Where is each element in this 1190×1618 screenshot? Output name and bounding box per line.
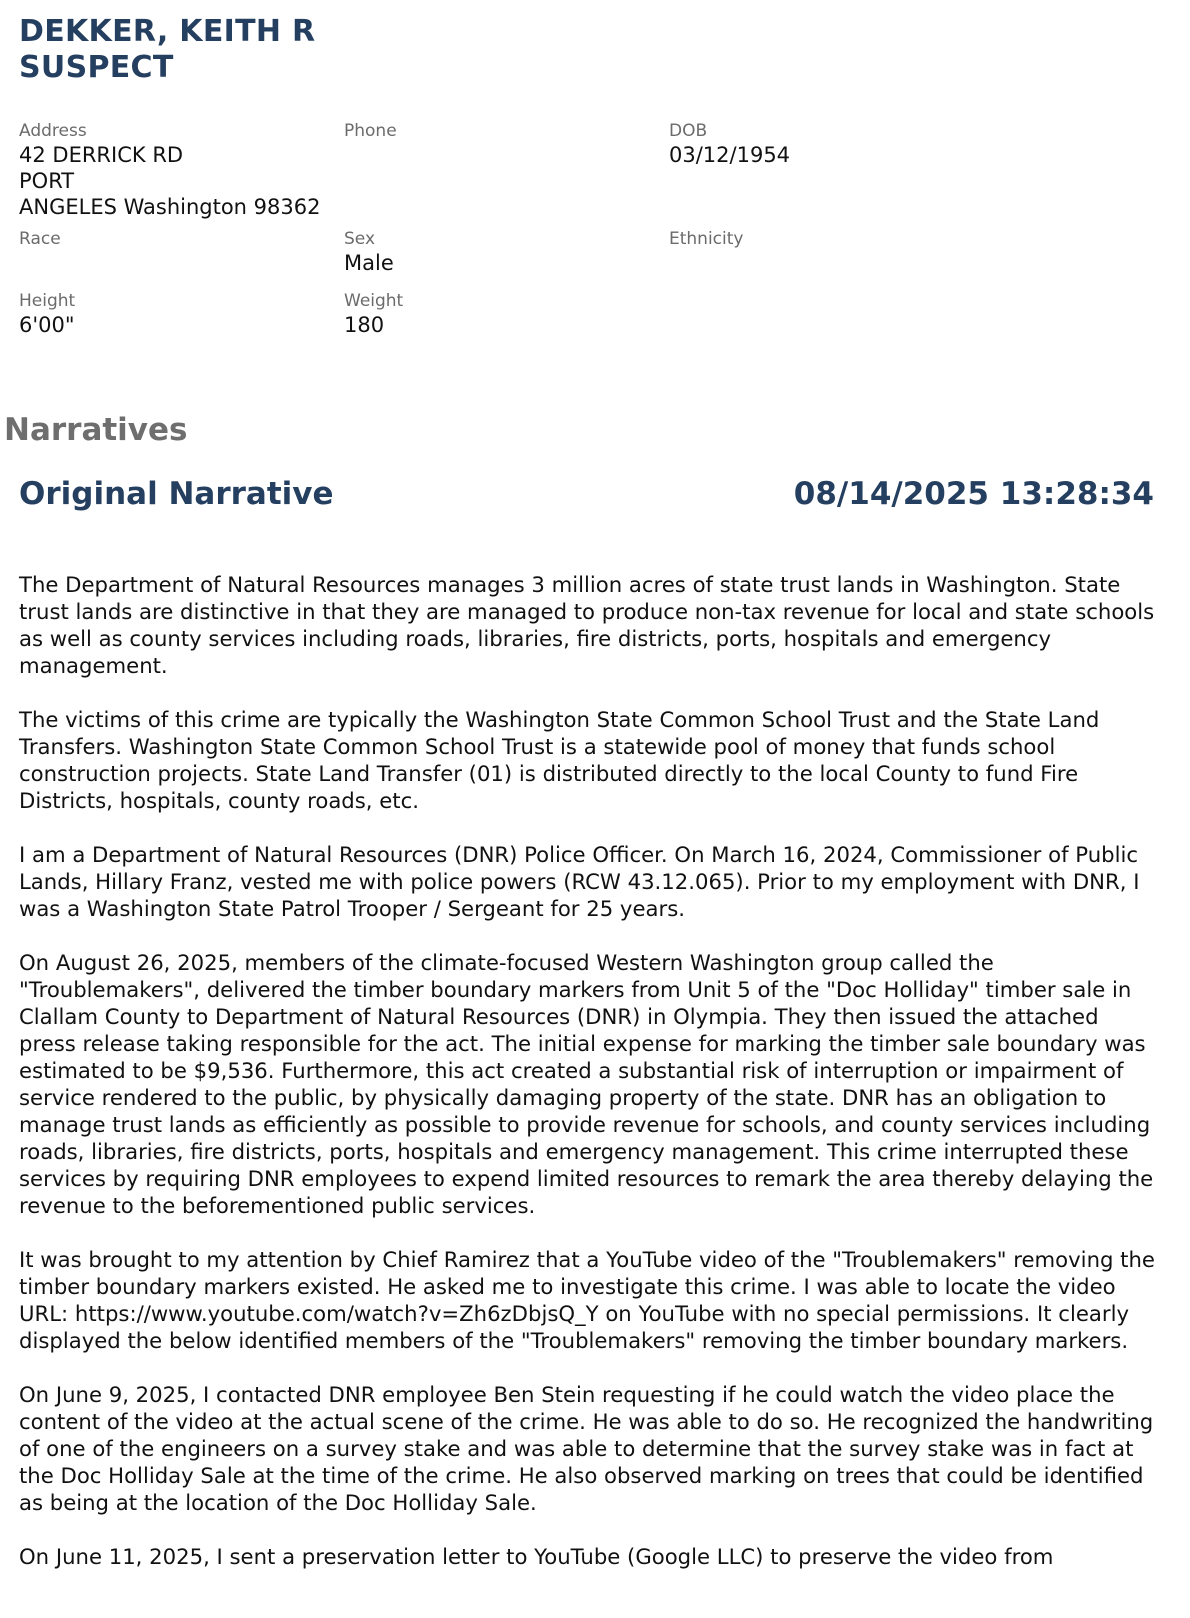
narrative-paragraph: On June 11, 2025, I sent a preservation letter to YouTube (Google LLC) to preserve the video from bbox=[19, 1544, 1054, 1569]
dob-value: 03/12/1954 bbox=[669, 143, 791, 167]
narratives-section-title: Narratives bbox=[4, 412, 188, 448]
height-field bbox=[19, 290, 75, 338]
weight-field bbox=[344, 290, 403, 338]
height-value: 6'00" bbox=[19, 313, 75, 337]
race-label: Race bbox=[19, 229, 61, 249]
narrative-paragraph: I am a Department of Natural Resources (DNR) Police Officer. On March 16, 2024, Commissioner of Public Lands, Hillary Franz, vested me with police powers (RCW 43.12.065). Prior to my employment with DNR, I was a Washington State Patrol Trooper / Sergeant for 25 years. bbox=[19, 842, 1140, 921]
subject-name: DEKKER, KEITH R bbox=[19, 14, 316, 49]
phone-field bbox=[344, 120, 397, 142]
narrative-paragraph: The Department of Natural Resources manages 3 million acres of state trust lands in Washington. State trust lands are distinctive in that they are managed to produce non-tax revenue for local and state schools as well as county services including roads, libraries, fire districts, ports, hospitals and emergency management. bbox=[19, 572, 1155, 678]
race-field bbox=[19, 228, 61, 250]
narrative-header bbox=[19, 474, 1154, 514]
dob-field bbox=[669, 120, 790, 168]
ethnicity-label: Ethnicity bbox=[669, 229, 744, 249]
phone-label: Phone bbox=[344, 121, 397, 141]
narrative-body bbox=[19, 571, 1159, 1597]
ethnicity-field bbox=[669, 228, 743, 250]
narrative-paragraph: The victims of this crime are typically the Washington State Common School Trust and the State Land Transfers. Washington State Common School Trust is a statewide pool of money that funds school construction projects. State Land Transfer (01) is distributed directly to the local County to fund Fire Districts, hospitals, county roads, etc. bbox=[19, 707, 1100, 813]
sex-label: Sex bbox=[344, 229, 376, 249]
sex-field bbox=[344, 228, 394, 276]
weight-label: Weight bbox=[344, 291, 404, 311]
subject-role: SUSPECT bbox=[19, 50, 174, 85]
narrative-paragraph: It was brought to my attention by Chief Ramirez that a YouTube video of the "Troublemakers" removing the timber boundary markers existed. He asked me to investigate this crime. I was able to locate the video URL: https://www.youtube.com/watch?v=Zh6zDbjsQ_Y on YouTube with no special permissions. It clearly displayed the below identified members of the "Troublemakers" removing the timber boundary markers. bbox=[19, 1247, 1155, 1353]
sex-value: Male bbox=[344, 251, 394, 275]
subject-header bbox=[19, 14, 315, 86]
narrative-title: Original Narrative bbox=[19, 476, 334, 512]
address-field bbox=[19, 120, 320, 220]
address-line-2: PORT bbox=[19, 169, 75, 193]
address-label: Address bbox=[19, 121, 87, 141]
dob-label: DOB bbox=[669, 121, 708, 141]
weight-value: 180 bbox=[344, 313, 385, 337]
address-line-3: ANGELES Washington 98362 bbox=[19, 195, 321, 219]
height-label: Height bbox=[19, 291, 76, 311]
address-line-1: 42 DERRICK RD bbox=[19, 143, 184, 167]
narrative-paragraph: On June 9, 2025, I contacted DNR employee Ben Stein requesting if he could watch the video place the content of the video at the actual scene of the crime. He was able to do so. He recognized the handwriting of one of the engineers on a survey stake and was able to determine that the survey stake was in fact at the Doc Holliday Sale at the time of the crime. He also observed marking on trees that could be identified as being at the location of the Doc Holliday Sale. bbox=[19, 1382, 1154, 1515]
narrative-paragraph: On August 26, 2025, members of the climate-focused Western Washington group called the "Troublemakers", delivered the timber boundary markers from Unit 5 of the "Doc Holliday" timber sale in Clallam County to Department of Natural Resources (DNR) in Olympia. They then issued the attached press release taking responsible for the act. The initial expense for marking the timber sale boundary was estimated to be $9,536. Furthermore, this act created a substantial risk of interruption or impairment of service rendered to the public, by physically damaging property of the state. DNR has an obligation to manage trust lands as efficiently as possible to provide revenue for schools, and county services including roads, libraries, fire districts, ports, hospitals and emergency management. This crime interrupted these services by requiring DNR employees to expend limited resources to remark the area thereby delaying the revenue to the beforementioned public services. bbox=[19, 950, 1154, 1218]
narrative-datetime: 08/14/2025 13:28:34 bbox=[793, 476, 1154, 512]
